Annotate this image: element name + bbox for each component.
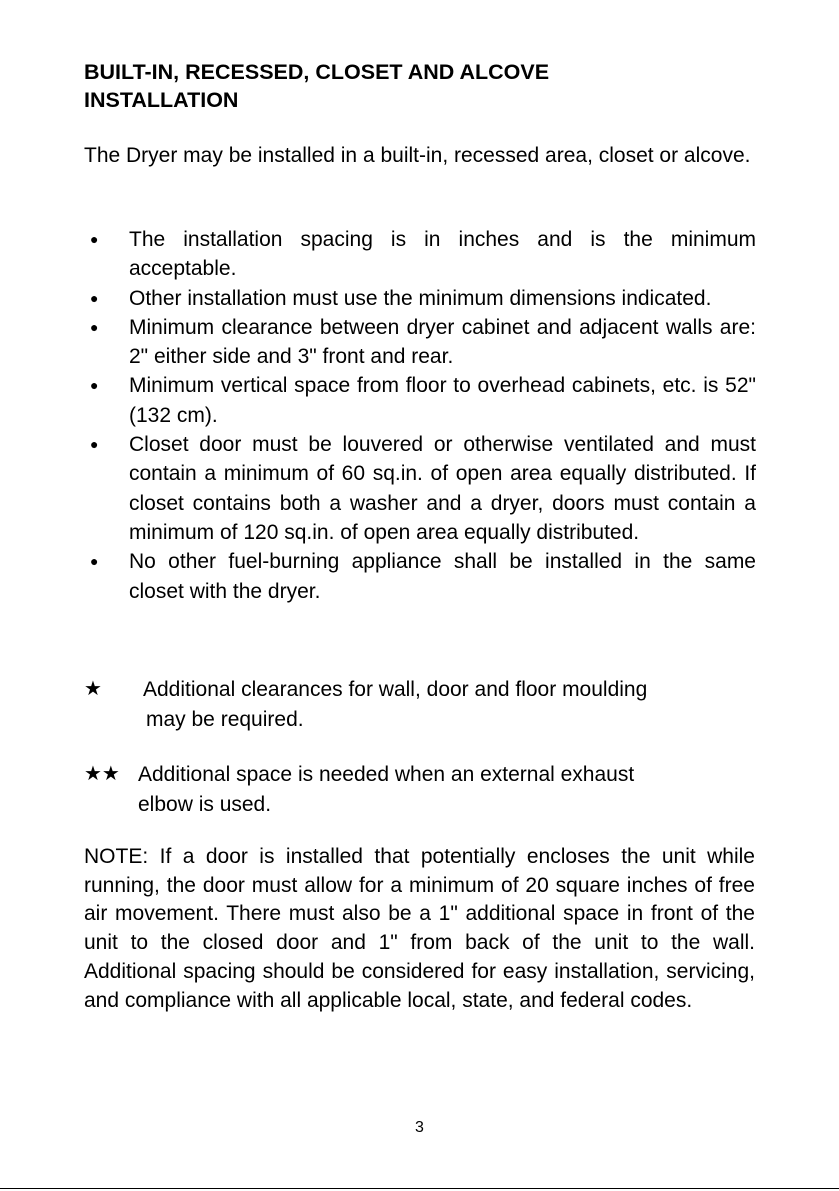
bottom-divider [0,1188,839,1189]
list-item-text: No other fuel-burning appliance shall be installed in the same closet with the dryer. [129,550,756,603]
list-item [84,313,756,372]
double-star-note-text [84,760,764,819]
section-title-line-1: BUILT-IN, RECESSED, CLOSET AND ALCOVE [84,60,550,84]
double-star-note-line-1: Additional space is needed when an external exhaust [138,763,635,786]
bullet-icon: ● [90,318,99,335]
list-item [84,430,756,547]
double-star-note-line-2: elbow is used. [138,792,272,816]
list-item-text: Other installation must use the minimum dimensions indicated. [129,286,712,310]
intro-paragraph: The Dryer may be installed in a built-in, recessed area, closet or alcove. [84,144,751,167]
double-star-icon: ★★ [84,763,120,785]
star-note-text [84,675,764,734]
star-icon: ★ [84,678,102,700]
bullet-icon: ● [90,553,99,570]
star-note-line-1: Additional clearances for wall, door and floor moulding [143,678,648,701]
door-note-paragraph: NOTE: If a door is installed that potentially encloses the unit while running, the door must allow for a minimum of 20 square inches of free air movement. There must also be a 1" additional space in front of the unit to the closed door and 1" from back of the unit to the wall. Additional spacing should be considered for easy installation, servicing, and compliance with all applicable local, state, and federal codes. [84,845,755,1012]
star-note-clearances [84,675,764,734]
list-item [84,547,756,606]
star-note-line-2: may be required. [146,707,304,731]
list-item-text: Minimum vertical space from floor to overhead cabinets, etc. is 52" (132 cm). [129,374,756,427]
installation-requirements-list [84,225,756,606]
list-item-text: Minimum clearance between dryer cabinet and adjacent walls are: 2" either side and 3" front and rear. [129,315,756,369]
bullet-icon: ● [90,289,99,306]
bullet-icon: ● [90,231,99,247]
list-item [84,225,756,284]
section-title [84,58,764,114]
list-item [84,371,756,430]
section-title-line-2: INSTALLATION [84,88,239,112]
list-item-text: The installation spacing is in inches and is the minimum acceptable. [129,228,756,281]
page-number: 3 [415,1119,424,1136]
bullet-icon: ● [90,377,99,394]
list-item-text: Closet door must be louvered or otherwise ventilated and must contain a minimum of 60 sq.in. of open area equally distributed. If closet contains both a washer and a dryer, doors must contain a minimum of 120 sq.in. of open area equally distributed. [129,433,756,544]
double-star-note-exhaust [84,760,764,819]
list-item [84,284,756,313]
bullet-icon: ● [90,436,99,453]
